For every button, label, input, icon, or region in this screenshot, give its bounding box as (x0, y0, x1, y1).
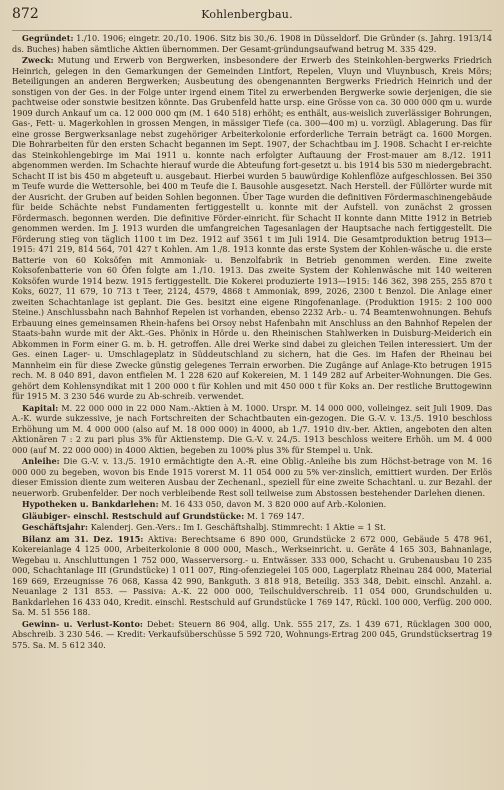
running-head: Kohlenbergbau. (201, 8, 293, 21)
paragraph-label: Anleihe: (22, 456, 60, 466)
paragraph-label: Gegründet: (22, 33, 74, 43)
paragraph-text: Mutung und Erwerb von Bergwerken, insbesondere der Erwerb des Steinkohlen-bergwerks Friedrich Heinrich, gelegen in den Gemarkungen der Gemeinden Lintfort, Repelen, Vluyn und Vluynbusch, Kreis Mörs; Beteiligungen an anderen Bergwerken; Ausbeutung des obengenannten Bergwerks Friedrich Heinrich und der sonstigen von der Ges. in der Folge unter irgend einem Titel zu erwerbenden Bergwerke sowie derjenigen, die sie pachtweise oder sonstwie besitzen könnte. Das Grubenfeld hatte ursp. eine Grösse von ca. 30 000 000 qm u. wurde 1909 durch Ankauf um ca. 12 000 000 qm (M. 1 640 518) erhöht; es enthält, aus-weislich zuverlässiger Bohrungen, Gas-, Fett- u. Magerkohlen in grossen Mengen, in mässiger Tiefe (ca. 300—400 m) u. vorzügl. Ablagerung. Das für eine grosse Bergwerksanlage nebst zugehöriger Arbeiterkolonie erforderliche Terrain beträgt ca. 1600 Morgen. Die Bohrarbeiten für den ersten Schacht begannen im Sept. 1907, der Schachtbau im J. 1908. Schacht I er-reichte das Steinkohlengebirge im Mai 1911 u. konnte nach erfolgter Auftauung der Frost-mauer am 8./12. 1911 abgenommen werden. Im Schachte hierauf wurde die Abteufung fort-gesetzt u. bis 1914 bis 530 m niedergebracht. Schacht II ist bis 450 m abgeteuft u. ausgebaut. Hierbei wurden 5 bauwürdige Kohlenflöze aufgeschlossen. Bei 350 m Teufe wurde die Wettersohle, bei 400 m Teufe die I. Bausohle ausgesetzt. Nach Herstell. der Füllörter wurde mit der Ausricht. der Gruben auf beiden Sohlen begonnen. Über Tage wurden die definitiven Fördermaschinengebäude für beide Schächte nebst Fundamenten fertiggestellt u. konnte mit der Aufstell. von zunächst 2 grossen Fördermasch. begonnen werden. Die definitive Förder-einricht. für Schacht II konnte dann Mitte 1912 in Betrieb genommen werden. Im J. 1913 wurden die umfangreichen Tagesanlagen der Hauptsache nach fertiggestellt. Die Förderung stieg von täglich 1100 t im Dez. 1912 auf 3561 t im Juli 1914. Die Gesamtproduktion betrug 1913—1915: 471 219, 814 564, 701 427 t Kohlen. Am 1./8. 1913 konnte das erste System der Kohlen-wäsche u. die erste Batterie von 60 Koksöfen mit Ammoniak- u. Benzolfabrik in Betrieb genommen werden. Eine zweite Koksofenbatterie von 60 Öfen folgte am 1./10. 1913. Das zweite System der Kohlenwäsche mit 140 weiteren Koksöfen wurde 1914 bezw. 1915 fertiggestellt. Die Kokerei produzierte 1913—1915: 146 362, 398 255, 255 870 t Koks, 6027, 11 679, 10 713 t Teer, 2124, 4579, 4868 t Ammoniak, 899, 2026, 2300 t Benzol. Die Anlage einer zweiten Schachtanlage ist geplant. Die Ges. besitzt eine eigene Ringofenanlage. (Produktion 1915: 2 100 000 Steine.) Anschlussbahn nach Bahnhof Repelen ist vorhanden, ebenso 2232 Arb.- u. 74 Beamtenwohnungen. Behufs Erbauung eines gemeinsamen Rhein-hafens bei Orsoy nebst Hafenbahn mit Anschluss an den Bahnhof Repelen der Staats-bahn wurde mit der Akt.-Ges. Phönix in Hörde u. den Rheinischen Stahlwerken in Duisburg-Meiderich ein Abkommen in Form einer G. m. b. H. getroffen. Alle drei Werke sind dabei zu gleichen Teilen interessiert. Um der Ges. einen Lager- u. Umschlageplatz in Süddeutschland zu sichern, hat die Ges. im Hafen der Rheinau bei Mannheim ein für diese Zwecke günstig gelegenes Terrain erworben. Die Zugänge auf Anlage-Kto betrugen 1915 rech. M. 8 040 891, davon entfielen M. 1 228 620 auf Kokereien, M. 1 149 282 auf Arbeiter-Wohnungen. Die Ges. gehört dem Kohlensyndikat mit 1 200 000 t für Kohlen und mit 450 000 t für Koks an. Der restliche Bruttogewinn für 1915 M. 3 230 546 wurde zu Ab-schreib. verwendet. (12, 56, 493, 401)
paragraph-label: Geschäftsjahr: (22, 522, 89, 532)
paragraph-label: Bilanz am 31. Dez. 1915: (22, 533, 144, 544)
paragraph-text: Kalenderj. Gen.-Vers.: Im I. Geschäftshalbj. Stimmrecht: 1 Aktie = 1 St. (90, 523, 386, 532)
paragraph-glaeubiger (12, 511, 492, 523)
paragraph-geschaeftsjahr (12, 522, 492, 534)
paragraph-text: Die G.-V. v. 13./5. 1910 ermächtigte den A.-R. eine Oblig.-Anleihe bis zum Höchst-betrage von M. 16 000 000 zu begeben, wovon bis Ende 1915 vorerst M. 11 054 000 zu 5% ver-zinslich, emittiert wurden. Der Erlös dieser Emission diente zum weiteren Ausbau der Zechenanl., speziell für eine zweite Schachtanl. u. zur Bezahl. der neuerworb. Grubenfelder. Der noch verbleibende Rest soll teilweise zum Abstossen bestehender Darlehen dienen. (12, 457, 492, 498)
paragraph-label: Kapital: (22, 402, 59, 413)
page-number: 872 (12, 6, 39, 22)
paragraph-zweck (12, 55, 492, 403)
page-header (12, 6, 492, 31)
paragraph-label: Hypotheken u. Bankdarlehen: (22, 499, 159, 509)
paragraph-text: M. 16 433 050, davon M. 3 820 000 auf Arb.-Kolonien. (161, 500, 387, 509)
paragraph-gewinn-verlust (12, 619, 492, 652)
paragraph-bilanz (12, 534, 492, 619)
paragraph-hypotheken (12, 499, 492, 511)
paragraph-label: Gewinn- u. Verlust-Konto: (22, 618, 143, 629)
paragraph-gegruendet (12, 33, 492, 55)
paragraph-text: M. 22 000 000 in 22 000 Nam.-Aktien à M. 1000. Urspr. M. 14 000 000, volleingez. seit Juli 1909. Das A.-K. wurde sukzessive, je nach Fortschreiten der Schachtbauten ein-gezogen. Die G.-V. v. 13./5. 1910 beschloss Erhöhung um M. 4 000 000 (also auf M. 18 000 000) in 4000, ab 1./7. 1910 div.-ber. Aktien, angeboten den alten Aktionären 7 : 2 zu pari plus 3% für Aktienstemp. Die G.-V. v. 24./5. 1913 beschloss weitere Erhöh. um M. 4 000 000 (auf M. 22 000 000) in 4000 Aktien, begeben zu 100% plus 3% für Stempel u. Unk. (12, 403, 492, 455)
paragraph-text: Debet: Steuern 86 904, allg. Unk. 555 217, Zs. 1 439 671, Rücklagen 300 000, Abschreib. 3 230 546. — Kredit: Verkaufsüberschüsse 5 592 720, Wohnungs-Ertrag 200 045, Grundstücksertrag 19 575. Sa. M. 5 612 340. (12, 619, 492, 650)
paragraph-text: Aktiva: Berechtsame 6 890 000, Grundstücke 2 672 000, Gebäude 5 478 961, Kokereianlage 4 125 000, Arbeiterkolonie 8 000 000, Masch., Werkseinricht. u. Geräte 4 165 303, Bahnanlage, Wegebau u. Anschluttungen 1 752 000, Wasserversorg.- u. Entwässer. 333 000, Schacht u. Grubenausbau 10 235 000, Schachtanlage III (Grundstücke) 1 011 007, Ring-ofenziegelei 105 000, Lagerplatz Rheinau 284 000, Material 169 669, Erzeugnisse 76 068, Kassa 42 990, Bankguth. 3 818 918, Beteilig. 353 348, Debit. einschl. Anzahl. a. Neuanlage 2 131 853. — Passiva: A.-K. 22 000 000, Teilschuldverschreib. 11 054 000, Grundschulden u. Bankdarlehen 16 433 040, Kredit. einschl. Restschuld auf Grundstücke 1 769 147, Rückl. 100 000, Verfüg. 200 000. Sa. M. 51 556 188. (12, 534, 492, 617)
paragraph-kapital (12, 403, 492, 457)
paragraph-label: Zweck: (22, 55, 54, 65)
paragraph-anleihe (12, 456, 492, 499)
paragraph-text: 1./10. 1906; eingetr. 20./10. 1906. Sitz bis 30./6. 1908 in Düsseldorf. Die Gründer (s. Jahrg. 1913/14 ds. Buches) haben sämtliche Aktien übernommen. Der Gesamt-gründungsaufwand betrug M. 335 429. (12, 34, 493, 54)
paragraph-text: M. 1 769 147. (246, 511, 305, 521)
paragraph-label: Gläubiger- einschl. Restschuld auf Grundstücke: (22, 510, 245, 521)
